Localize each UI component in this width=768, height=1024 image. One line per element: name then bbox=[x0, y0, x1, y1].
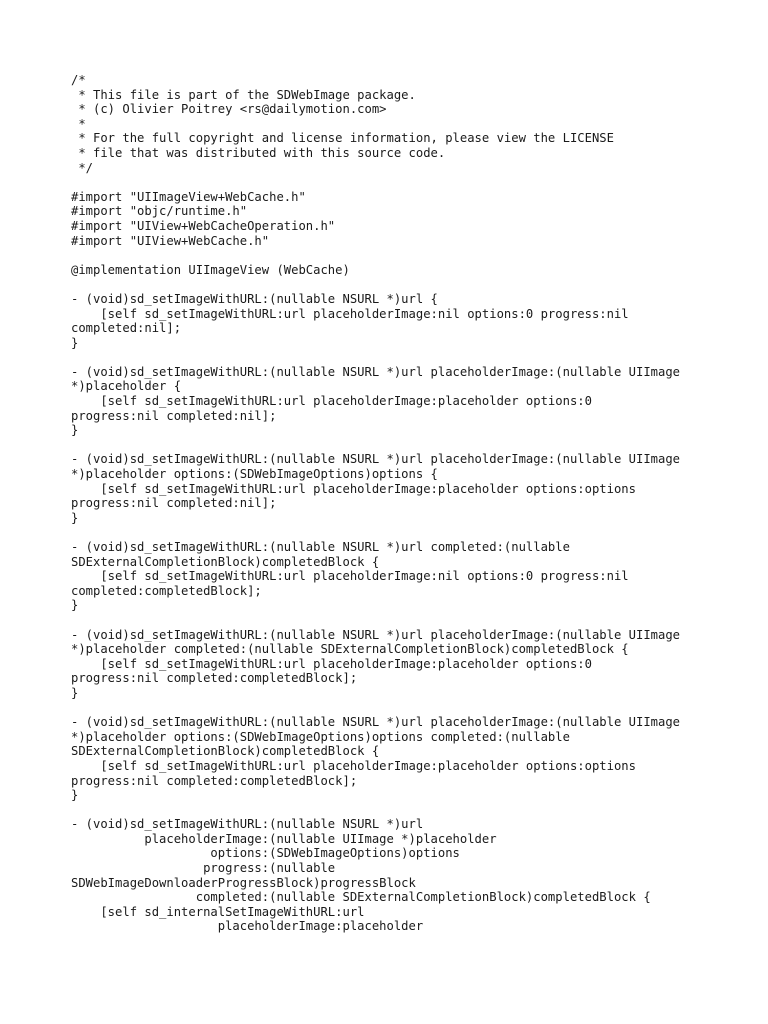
code-line: SDWebImageDownloaderProgressBlock)progressBlock bbox=[71, 875, 416, 890]
code-line: * For the full copyright and license information, please view the LICENSE bbox=[71, 131, 614, 146]
code-line: *)placeholder completed:(nullable SDExternalCompletionBlock)completedBlock { bbox=[71, 642, 629, 657]
code-line: * file that was distributed with this source code. bbox=[71, 145, 446, 160]
code-line: [self sd_setImageWithURL:url placeholderImage:placeholder options:options bbox=[71, 758, 636, 773]
code-line: #import "UIImageView+WebCache.h" bbox=[71, 189, 306, 204]
code-line: /* bbox=[71, 73, 86, 87]
code-line: *)placeholder { bbox=[71, 379, 182, 394]
code-line: - (void)sd_setImageWithURL:(nullable NSURL *)url placeholderImage:(nullable UIImage bbox=[71, 364, 681, 379]
code-line: [self sd_setImageWithURL:url placeholderImage:placeholder options:0 bbox=[71, 394, 592, 409]
code-line: } bbox=[71, 788, 79, 803]
code-line bbox=[71, 175, 680, 190]
code-line: #import "UIView+WebCache.h" bbox=[71, 233, 270, 248]
code-line: } bbox=[71, 598, 79, 613]
code-line: } bbox=[71, 423, 79, 438]
code-line bbox=[71, 525, 680, 540]
code-line: #import "UIView+WebCacheOperation.h" bbox=[71, 218, 336, 233]
code-line: progress:nil completed:nil]; bbox=[71, 408, 277, 423]
code-line: - (void)sd_setImageWithURL:(nullable NSURL *)url { bbox=[71, 291, 438, 306]
code-line: SDExternalCompletionBlock)completedBlock { bbox=[71, 554, 380, 569]
code-line: @implementation UIImageView (WebCache) bbox=[71, 262, 350, 277]
code-line: [self sd_setImageWithURL:url placeholderImage:placeholder options:0 bbox=[71, 656, 592, 671]
code-line: [self sd_internalSetImageWithURL:url bbox=[71, 904, 365, 919]
code-line: * This file is part of the SDWebImage package. bbox=[71, 87, 416, 102]
source-code-block bbox=[71, 73, 680, 934]
code-line: [self sd_setImageWithURL:url placeholderImage:nil options:0 progress:nil bbox=[71, 306, 629, 321]
code-line: progress:(nullable bbox=[71, 861, 336, 876]
code-line: placeholderImage:(nullable UIImage *)placeholder bbox=[71, 831, 497, 846]
code-line: - (void)sd_setImageWithURL:(nullable NSURL *)url bbox=[71, 817, 424, 832]
code-line: */ bbox=[71, 160, 94, 175]
code-line bbox=[71, 277, 680, 292]
code-line bbox=[71, 613, 680, 628]
code-line: [self sd_setImageWithURL:url placeholderImage:nil options:0 progress:nil bbox=[71, 569, 629, 584]
code-line: progress:nil completed:completedBlock]; bbox=[71, 773, 358, 788]
code-line: * bbox=[71, 116, 86, 131]
code-line: - (void)sd_setImageWithURL:(nullable NSURL *)url placeholderImage:(nullable UIImage bbox=[71, 452, 681, 467]
code-line bbox=[71, 438, 680, 453]
code-line: - (void)sd_setImageWithURL:(nullable NSURL *)url placeholderImage:(nullable UIImage bbox=[71, 627, 681, 642]
code-line: } bbox=[71, 335, 79, 350]
code-line: SDExternalCompletionBlock)completedBlock { bbox=[71, 744, 380, 759]
code-line bbox=[71, 701, 680, 716]
code-line: - (void)sd_setImageWithURL:(nullable NSURL *)url placeholderImage:(nullable UIImage bbox=[71, 715, 681, 730]
code-line: *)placeholder options:(SDWebImageOptions)options completed:(nullable bbox=[71, 729, 570, 744]
code-line: options:(SDWebImageOptions)options bbox=[71, 846, 460, 861]
code-line: - (void)sd_setImageWithURL:(nullable NSURL *)url completed:(nullable bbox=[71, 540, 570, 554]
code-line: #import "objc/runtime.h" bbox=[71, 204, 248, 219]
code-line: completed:(nullable SDExternalCompletionBlock)completedBlock { bbox=[71, 890, 651, 905]
code-line: progress:nil completed:nil]; bbox=[71, 496, 277, 511]
code-line bbox=[71, 803, 680, 818]
code-line: * (c) Olivier Poitrey <rs@dailymotion.com> bbox=[71, 102, 387, 117]
code-line: placeholderImage:placeholder bbox=[71, 919, 424, 934]
code-line: progress:nil completed:completedBlock]; bbox=[71, 671, 358, 686]
code-line bbox=[71, 350, 680, 365]
code-line: *)placeholder options:(SDWebImageOptions)options { bbox=[71, 467, 438, 482]
code-line: completed:completedBlock]; bbox=[71, 583, 262, 598]
code-line bbox=[71, 248, 680, 263]
code-line: [self sd_setImageWithURL:url placeholderImage:placeholder options:options bbox=[71, 481, 636, 496]
code-line: } bbox=[71, 685, 79, 700]
code-line: } bbox=[71, 510, 79, 525]
code-line: completed:nil]; bbox=[71, 321, 182, 336]
